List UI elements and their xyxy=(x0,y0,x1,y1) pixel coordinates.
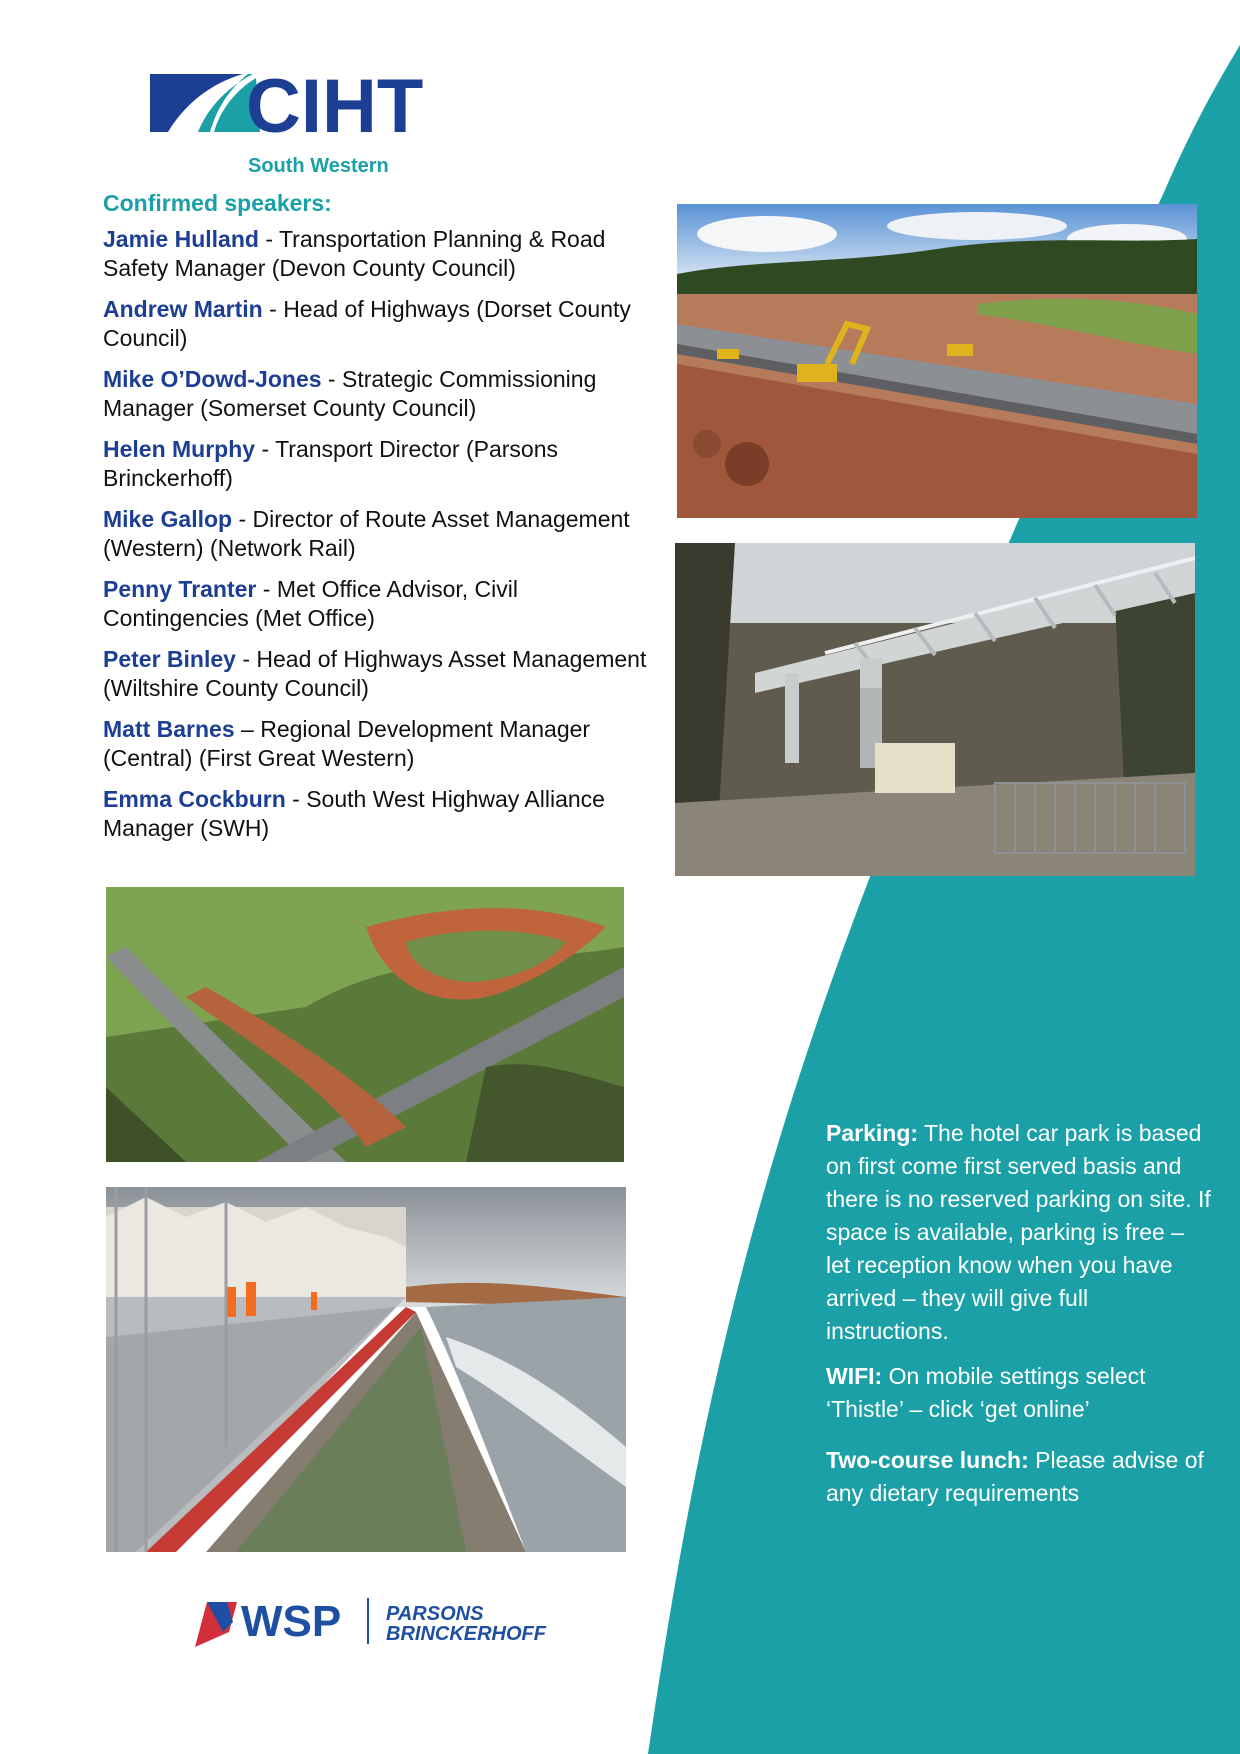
lunch-text: Please advise of any dietary requirements xyxy=(826,1447,1204,1506)
speaker-role: Director of Route Asset Management (Western) (Network Rail) xyxy=(103,506,630,561)
speaker-item: Peter Binley - Head of Highways Asset Management (Wiltshire County Council) xyxy=(103,646,647,701)
speaker-item: Jamie Hulland - Transportation Planning & Road Safety Manager (Devon County Council) xyxy=(103,226,606,281)
speaker-role: Regional Development Manager (Central) (First Great Western) xyxy=(103,716,591,771)
photo-aerial-junction xyxy=(106,887,624,1162)
speaker-item: Mike Gallop - Director of Route Asset Management (Western) (Network Rail) xyxy=(103,506,630,561)
speaker-name: Helen Murphy xyxy=(103,436,256,462)
speaker-item: Helen Murphy - Transport Director (Parsons Brinckerhoff) xyxy=(103,436,559,491)
wifi-label: WIFI: xyxy=(826,1363,883,1389)
speakers-heading: Confirmed speakers: xyxy=(103,190,332,216)
speakers-section xyxy=(103,190,663,855)
speaker-item: Andrew Martin - Head of Highways (Dorset County Council) xyxy=(103,296,631,351)
parsons-line2: BRINCKERHOFF xyxy=(386,1623,546,1645)
photo-earthworks-railway xyxy=(677,204,1197,518)
lunch-info xyxy=(826,1444,1211,1510)
wifi-text: On mobile settings select ‘Thistle’ – click ‘get online’ xyxy=(826,1363,1146,1422)
wsp-parsons-brinckerhoff-logo xyxy=(193,1592,563,1652)
speaker-role: Head of Highways (Dorset County Council) xyxy=(103,296,631,351)
parsons-line1: PARSONS xyxy=(386,1603,484,1625)
speaker-role: Head of Highways Asset Management (Wiltshire County Council) xyxy=(103,646,647,701)
speaker-name: Matt Barnes xyxy=(103,716,235,742)
wifi-info xyxy=(826,1360,1211,1426)
speaker-name: Emma Cockburn xyxy=(103,786,286,812)
speaker-role: Transportation Planning & Road Safety Manager (Devon County Council) xyxy=(103,226,606,281)
speaker-name: Peter Binley xyxy=(103,646,236,672)
parking-label: Parking: xyxy=(826,1120,919,1146)
parking-text: The hotel car park is based on first come first served basis and there is no reserved parking on site. If space is available, parking is free – let reception know when you have arrived – they will give full instructions. xyxy=(826,1120,1211,1344)
speaker-name: Mike Gallop xyxy=(103,506,233,532)
speaker-name: Mike O’Dowd-Jones xyxy=(103,366,322,392)
ciht-wordmark: CIHT xyxy=(246,72,424,149)
speaker-item: Matt Barnes – Regional Development Manager (Central) (First Great Western) xyxy=(103,716,591,771)
speaker-item: Mike O’Dowd-Jones - Strategic Commissioning Manager (Somerset County Council) xyxy=(103,366,597,421)
event-info xyxy=(826,1117,1211,1522)
speaker-role: Transport Director (Parsons Brinckerhoff) xyxy=(103,436,559,491)
wsp-wordmark: WSP xyxy=(241,1597,342,1646)
speaker-name: Andrew Martin xyxy=(103,296,263,322)
speaker-name: Penny Tranter xyxy=(103,576,257,602)
speaker-item: Penny Tranter - Met Office Advisor, Civil Contingencies (Met Office) xyxy=(103,576,518,631)
lunch-label: Two-course lunch: xyxy=(826,1447,1029,1473)
parking-info xyxy=(826,1117,1211,1348)
speaker-role: Met Office Advisor, Civil Contingencies (Met Office) xyxy=(103,576,518,631)
photo-bridge-construction xyxy=(675,543,1195,876)
speaker-role: South West Highway Alliance Manager (SWH) xyxy=(103,786,605,841)
photo-sea-wall-works xyxy=(106,1187,626,1552)
speaker-item: Emma Cockburn - South West Highway Alliance Manager (SWH) xyxy=(103,786,605,841)
ciht-logo xyxy=(148,72,448,182)
speaker-role: Strategic Commissioning Manager (Somerset County Council) xyxy=(103,366,597,421)
speaker-name: Jamie Hulland xyxy=(103,226,259,252)
ciht-subtitle: South Western xyxy=(248,155,389,177)
